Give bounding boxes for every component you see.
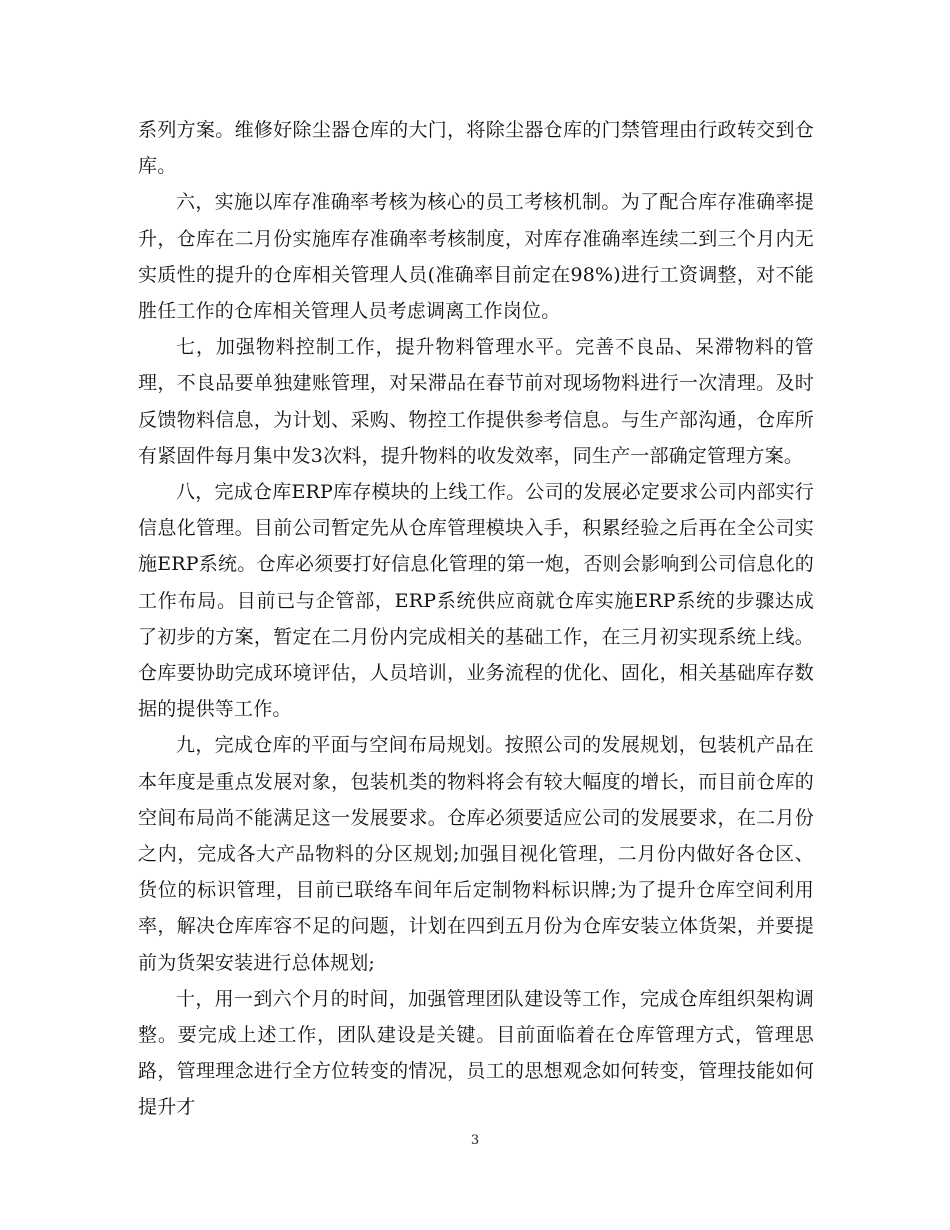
paragraph-item-8: 八，完成仓库ERP库存模块的上线工作。公司的发展必定要求公司内部实行信息化管理。目前公司暂定先从仓库管理模块入手，积累经验之后再在全公司实施ERP系统。仓库必须要打好信息化管理的第一炮，否则会影响到公司信息化的工作布局。目前已与企管部，ERP系统供应商就仓库实施ERP系统的步骤达成了初步的方案，暂定在二月份内完成相关的基础工作，在三月初实现系统上线。仓库要协助完成环境评估，人员培训，业务流程的优化、固化，相关基础库存数据的提供等工作。 xyxy=(138,481,814,721)
paragraph-item-9: 九，完成仓库的平面与空间布局规划。按照公司的发展规划，包装机产品在本年度是重点发展对象，包装机类的物料将会有较大幅度的增长，而目前仓库的空间布局尚不能满足这一发展要求。仓库必须要适应公司的发展要求，在二月份之内，完成各大产品物料的分区规划;加强目视化管理，二月份内做好各仓区、货位的标识管理，目前已联络车间年后定制物料标识牌;为了提升仓库空间利用率，解决仓库库容不足的问题，计划在四到五月份为仓库安装立体货架，并要提前为货架安装进行总体规划; xyxy=(138,734,814,974)
paragraph-item-6: 六，实施以库存准确率考核为核心的员工考核机制。为了配合库存准确率提升，仓库在二月份实施库存准确率考核制度，对库存准确率连续二到三个月内无实质性的提升的仓库相关管理人员(准确率目前定在98%)进行工资调整，对不能胜任工作的仓库相关管理人员考虑调离工作岗位。 xyxy=(138,191,814,323)
document-page xyxy=(138,112,814,1126)
paragraph-item-7: 七，加强物料控制工作，提升物料管理水平。完善不良品、呆滞物料的管理，不良品要单独建账管理，对呆滞品在春节前对现场物料进行一次清理。及时反馈物料信息，为计划、采购、物控工作提供参考信息。与生产部沟通，仓库所有紧固件每月集中发3次料，提升物料的收发效率，同生产一部确定管理方案。 xyxy=(138,336,814,467)
page-number: 3 xyxy=(470,1133,480,1148)
paragraph-item-10: 十，用一到六个月的时间，加强管理团队建设等工作，完成仓库组织架构调整。要完成上述工作，团队建设是关键。目前面临着在仓库管理方式，管理思路，管理理念进行全方位转变的情况，员工的思想观念如何转变，管理技能如何提升才 xyxy=(138,987,814,1119)
paragraph-continued: 系列方案。维修好除尘器仓库的大门，将除尘器仓库的门禁管理由行政转交到仓库。 xyxy=(138,119,814,178)
